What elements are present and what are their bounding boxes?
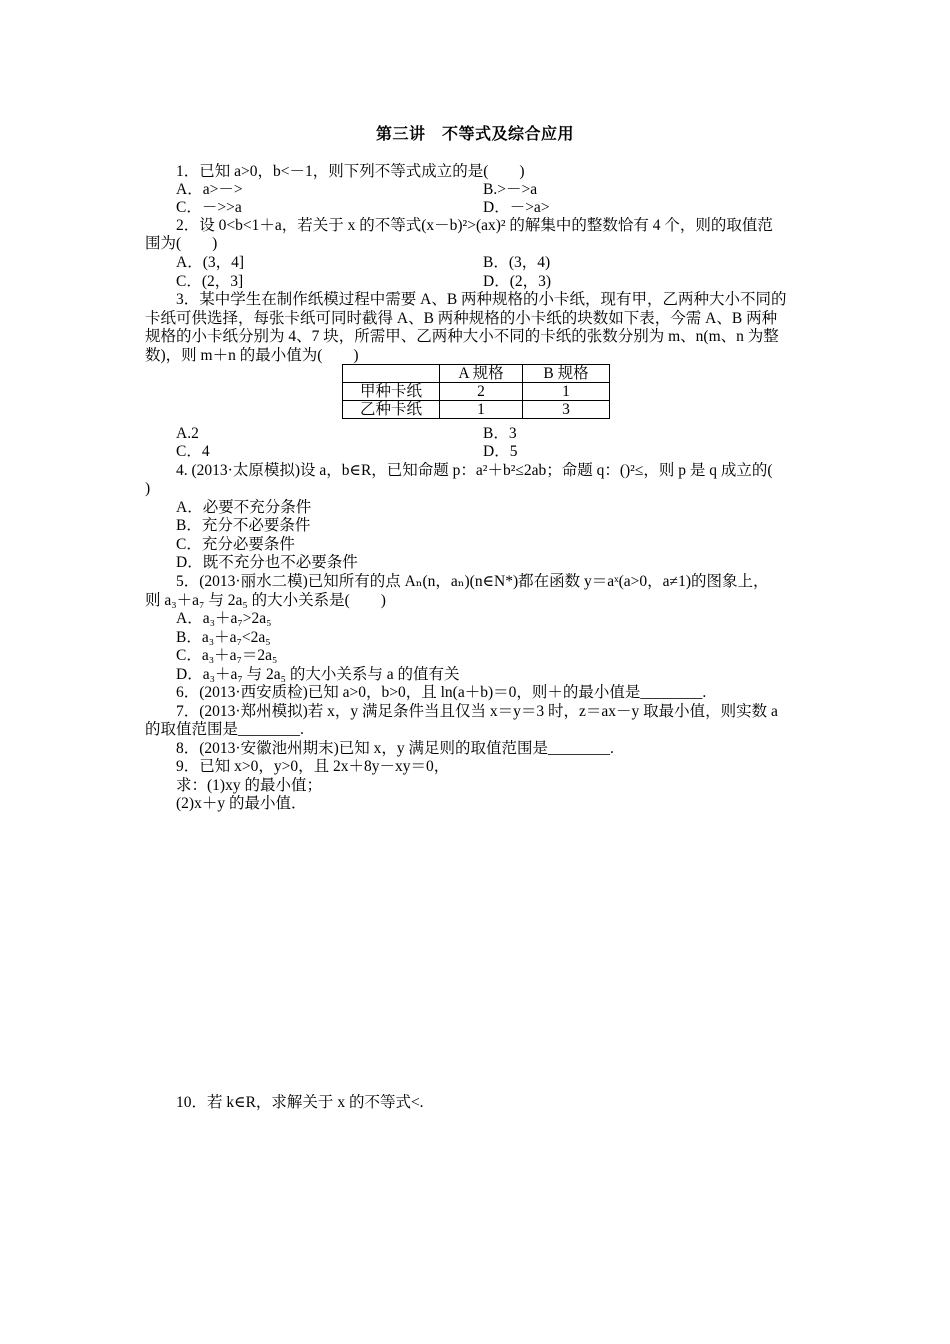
text-line: D．－>a> xyxy=(483,199,550,216)
table-header-row xyxy=(343,365,610,383)
text-line: 7．(2013·郑州模拟)若 x，y 满足条件当且仅当 x＝y＝3 时，z＝ax－y 取最小值，则实数 a xyxy=(176,703,778,720)
text-line: 10．若 k∈R，求解关于 x 的不等式<. xyxy=(176,1094,424,1111)
card-spec-table xyxy=(342,364,610,419)
table-cell: 1 xyxy=(440,401,523,419)
text-line: C．－>>a xyxy=(176,199,242,216)
text-line: B．3 xyxy=(483,425,517,442)
table-row xyxy=(343,383,610,401)
text-line: 1．已知 a>0，b<－1，则下列不等式成立的是( ) xyxy=(176,163,525,180)
text-line: 围为( ) xyxy=(145,235,218,252)
text-line: 5．(2013·丽水二模)已知所有的点 Aₙ(n，aₙ)(n∈N*)都在函数 y＝aˣ(a>0，a≠1)的图象上， xyxy=(176,573,769,590)
text-line: C．(2，3] xyxy=(176,273,244,290)
text-line: 规格的小卡纸分别为 4、7 块，所需甲、乙两种大小不同的卡纸的张数分别为 m、n(m、n 为整 xyxy=(145,328,779,345)
text-line: A．(3，4] xyxy=(176,254,245,271)
text-line: B．充分不必要条件 xyxy=(176,517,311,534)
table-header-cell: B 规格 xyxy=(523,365,610,383)
text-line: B．(3，4) xyxy=(483,254,551,271)
text-line: 卡纸可供选择，每张卡纸可同时截得 A、B 两种规格的小卡纸的块数如下表，今需 A、B 两种 xyxy=(145,310,778,327)
text-line: 的取值范围是________. xyxy=(145,721,304,738)
table-cell: 3 xyxy=(523,401,610,419)
text-line: D．既不充分也不必要条件 xyxy=(176,554,358,571)
table-row xyxy=(343,401,610,419)
text-line: A．a>－> xyxy=(176,181,243,198)
text-line: 数)，则 m＋n 的最小值为( ) xyxy=(145,347,359,364)
text-line: B.>－>a xyxy=(483,181,538,198)
text-line: 9．已知 x>0，y>0，且 2x＋8y－xy＝0， xyxy=(176,758,450,775)
table-cell: 甲种卡纸 xyxy=(343,383,440,401)
table-cell: 2 xyxy=(440,383,523,401)
text-line: 2．设 0<b<1＋a，若关于 x 的不等式(x－b)²>(ax)² 的解集中的整数恰有 4 个，则的取值范 xyxy=(176,217,773,234)
table-header-cell: A 规格 xyxy=(440,365,523,383)
text-line: 求：(1)xy 的最小值； xyxy=(176,777,322,794)
text-line: 3．某中学生在制作纸模过程中需要 A、B 两种规格的小卡纸，现有甲，乙两种大小不同的 xyxy=(176,291,787,308)
text-line: C．充分必要条件 xyxy=(176,536,295,553)
table-cell: 乙种卡纸 xyxy=(343,401,440,419)
text-line: A．a₃＋a₇>2a₅ xyxy=(176,610,272,627)
text-line: B．a₃＋a₇<2a₅ xyxy=(176,629,271,646)
table-header-cell xyxy=(343,365,440,383)
text-line: D．a₃＋a₇ 与 2a₅ 的大小关系与 a 的值有关 xyxy=(176,666,460,683)
text-line: (2)x＋y 的最小值． xyxy=(176,795,307,812)
page-title: 第三讲 不等式及综合应用 xyxy=(375,124,574,143)
text-line: A.2 xyxy=(176,425,199,442)
text-line: 8．(2013·安徽池州期末)已知 x，y 满足则的取值范围是________. xyxy=(176,740,614,757)
text-line: A．必要不充分条件 xyxy=(176,499,312,516)
text-line: D．(2，3) xyxy=(483,273,552,290)
text-line: C．4 xyxy=(176,443,210,460)
text-line: 则 a₃＋a₇ 与 2a₅ 的大小关系是( ) xyxy=(145,592,386,609)
text-line: ) xyxy=(145,480,151,497)
text-line: C．a₃＋a₇＝2a₅ xyxy=(176,647,278,664)
text-line: D．5 xyxy=(483,443,518,460)
table-cell: 1 xyxy=(523,383,610,401)
text-line: 4. (2013·太原模拟)设 a，b∈R，已知命题 p：a²＋b²≤2ab；命题 q：()²≤，则 p 是 q 成立的( xyxy=(176,462,773,479)
text-line: 6．(2013·西安质检)已知 a>0，b>0，且 ln(a＋b)＝0，则＋的最小值是________. xyxy=(176,684,707,701)
